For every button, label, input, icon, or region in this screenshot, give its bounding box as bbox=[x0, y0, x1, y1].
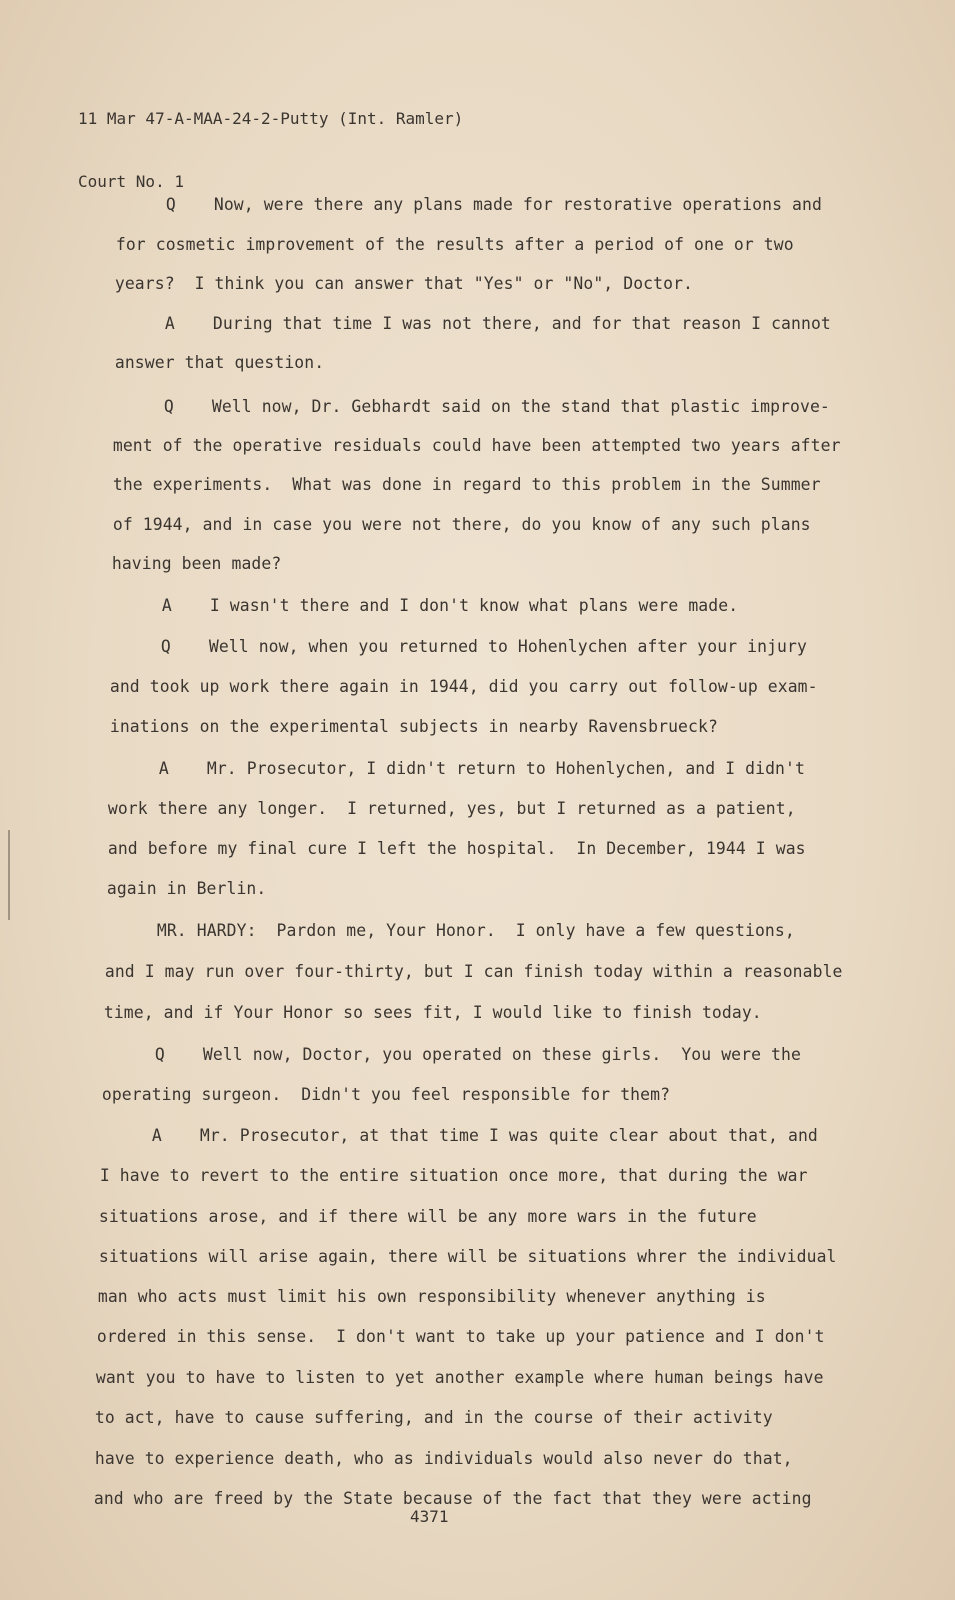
header-court-line: Court No. 1 bbox=[78, 172, 184, 191]
line-text: operating surgeon. Didn't you feel responsible for them? bbox=[101, 1085, 671, 1104]
line-text: Well now, Dr. Gebhardt said on the stand that plastic improve- bbox=[211, 397, 830, 416]
line-text: of 1944, and in case you were not there, do you know of any such plans bbox=[112, 515, 811, 534]
line-text: answer that question. bbox=[114, 353, 325, 372]
line-text: for cosmetic improvement of the results after a period of one or two bbox=[115, 235, 794, 254]
binding-edge-mark bbox=[8, 830, 10, 920]
line-text: want you to have to listen to yet another example where human beings have bbox=[95, 1368, 824, 1387]
line-text: Well now, when you returned to Hohenlychen after your injury bbox=[208, 637, 807, 656]
speaker-marker: A bbox=[158, 759, 169, 778]
line-text: having been made? bbox=[111, 554, 282, 573]
speaker-marker: Q bbox=[165, 195, 176, 214]
line-text: inations on the experimental subjects in nearby Ravensbrueck? bbox=[109, 717, 718, 736]
speaker-label: MR. HARDY: bbox=[156, 921, 257, 940]
line-text: I wasn't there and I don't know what plans were made. bbox=[209, 596, 739, 615]
speaker-marker: A bbox=[151, 1126, 162, 1145]
line-text: ordered in this sense. I don't want to take up your patience and I don't bbox=[96, 1327, 825, 1346]
line-text: I have to revert to the entire situation once more, that during the war bbox=[99, 1166, 808, 1185]
speaker-marker: Q bbox=[160, 637, 171, 656]
line-text: time, and if Your Honor so sees fit, I would like to finish today. bbox=[103, 1003, 762, 1022]
line-text: ment of the operative residuals could have been attempted two years after bbox=[112, 436, 841, 455]
line-text: the experiments. What was done in regard to this problem in the Summer bbox=[112, 475, 821, 494]
line-text: and I may run over four-thirty, but I can finish today within a reasonable bbox=[104, 962, 843, 981]
line-text: Well now, Doctor, you operated on these girls. You were the bbox=[202, 1045, 801, 1064]
line-text: Now, were there any plans made for restorative operations and bbox=[213, 195, 822, 214]
line-text: and before my final cure I left the hospital. In December, 1944 I was bbox=[107, 839, 806, 858]
line-text: Mr. Prosecutor, at that time I was quite clear about that, and bbox=[199, 1126, 818, 1145]
speaker-marker: Q bbox=[154, 1045, 165, 1064]
line-text: and who are freed by the State because of the fact that they were acting bbox=[93, 1489, 812, 1508]
header-case-line: 11 Mar 47-A-MAA-24-2-Putty (Int. Ramler) bbox=[78, 109, 464, 128]
line-text: have to experience death, who as individuals would also never do that, bbox=[94, 1449, 793, 1468]
line-text: Pardon me, Your Honor. I only have a few questions, bbox=[276, 921, 795, 940]
line-text: to act, have to cause suffering, and in the course of their activity bbox=[94, 1408, 773, 1427]
speaker-marker: A bbox=[161, 596, 172, 615]
line-text: During that time I was not there, and for that reason I cannot bbox=[212, 314, 831, 333]
speaker-marker: A bbox=[164, 314, 175, 333]
line-text: again in Berlin. bbox=[106, 879, 267, 898]
line-text: situations will arise again, there will be situations whrer the individual bbox=[98, 1247, 837, 1266]
line-text: Mr. Prosecutor, I didn't return to Hohenlychen, and I didn't bbox=[206, 759, 805, 778]
line-text: man who acts must limit his own responsibility whenever anything is bbox=[97, 1287, 766, 1306]
page-number: 4371 bbox=[410, 1507, 449, 1526]
speaker-marker: Q bbox=[163, 397, 174, 416]
line-text: work there any longer. I returned, yes, but I returned as a patient, bbox=[107, 799, 796, 818]
line-text: situations arose, and if there will be any more wars in the future bbox=[98, 1207, 757, 1226]
line-text: and took up work there again in 1944, did you carry out follow-up exam- bbox=[109, 677, 818, 696]
line-text: years? I think you can answer that "Yes" or "No", Doctor. bbox=[114, 274, 694, 293]
